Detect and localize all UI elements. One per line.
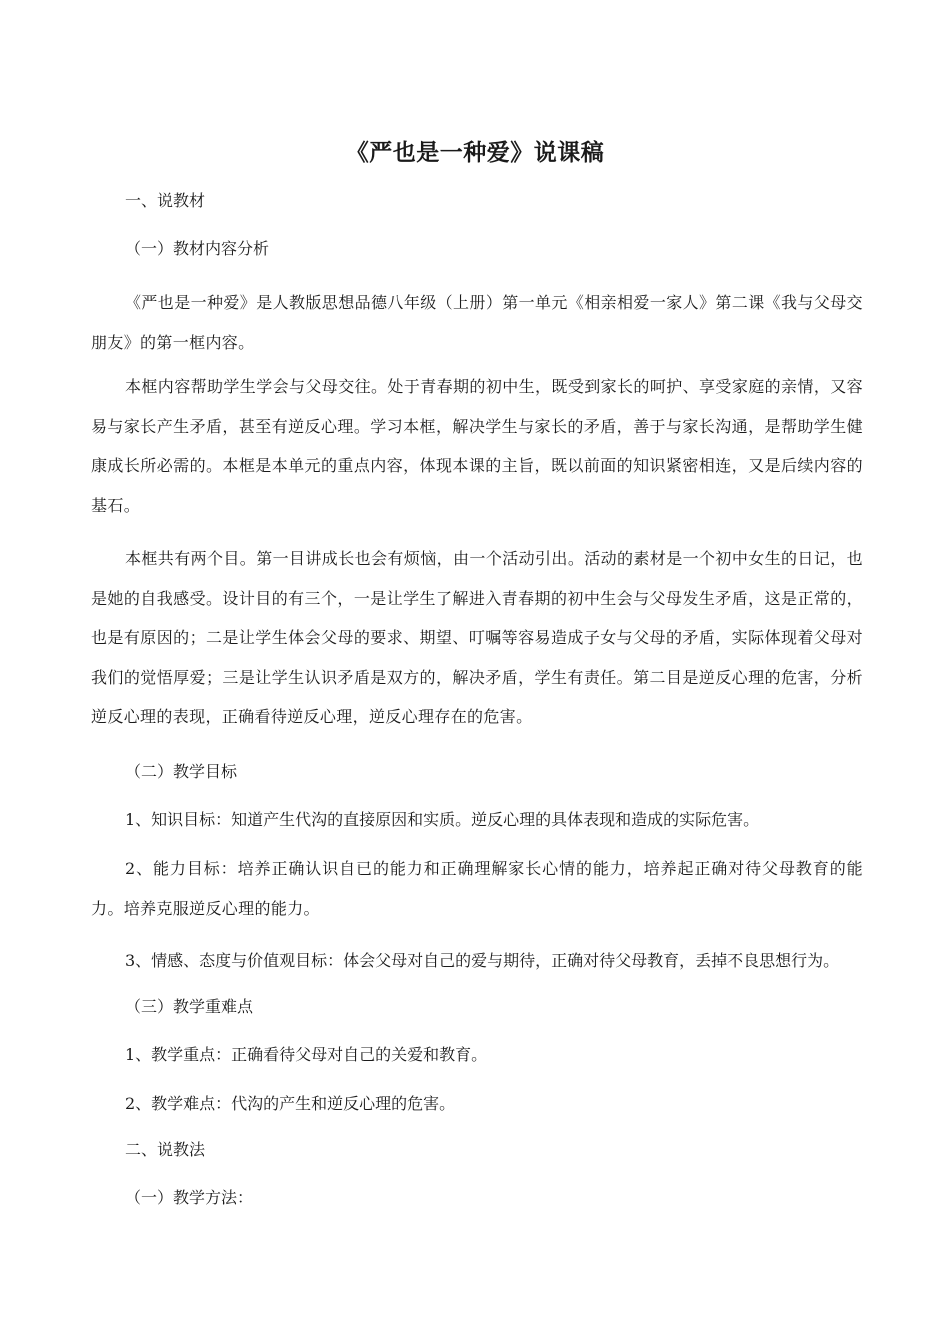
goal-knowledge: 1、知识目标：知道产生代沟的直接原因和实质。逆反心理的具体表现和造成的实际危害。	[125, 810, 760, 829]
paragraph-content-overview: 本框内容帮助学生学会与父母交往。处于青春期的初中生，既受到家长的呵护、享受家庭的亲情，又容易与家长产生矛盾，甚至有逆反心理。学习本框，解决学生与家长的矛盾，善于与家长沟通，是帮助学生健康成长所必需的。本框是本单元的重点内容，体现本课的主旨，既以前面的知识紧密相连，又是后续内容的基石。	[91, 377, 863, 515]
difficult-point: 2、教学难点：代沟的产生和逆反心理的危害。	[125, 1094, 456, 1113]
goal-ability: 2、能力目标：培养正确认识自已的能力和正确理解家长心情的能力，培养起正确对待父母教育的能力。培养克服逆反心理的能力。	[91, 859, 863, 918]
paragraph-structure: 本框共有两个目。第一目讲成长也会有烦恼，由一个活动引出。活动的素材是一个初中女生的日记，也是她的自我感受。设计目的有三个，一是让学生了解进入青春期的初中生会与父母发生矛盾，这是正常的，也是有原因的；二是让学生体会父母的要求、期望、叮嘱等容易造成子女与父母的矛盾，实际体现着父母对我们的觉悟厚爱；三是让学生认识矛盾是双方的，解决矛盾，学生有责任。第二目是逆反心理的危害，分析逆反心理的表现，正确看待逆反心理，逆反心理存在的危害。	[91, 549, 863, 726]
section-heading-teaching-material: 一、说教材	[125, 191, 206, 210]
subheading-content-analysis: （一）教材内容分析	[125, 239, 270, 258]
document-title: 《严也是一种爱》说课稿	[345, 139, 605, 166]
paragraph-intro: 《严也是一种爱》是人教版思想品德八年级（上册）第一单元《相亲相爱一家人》第二课《我与父母交朋友》的第一框内容。	[91, 293, 863, 352]
section-heading-teaching-methods: 二、说教法	[125, 1140, 206, 1159]
subheading-teaching-goals: （二）教学目标	[125, 762, 238, 781]
subheading-key-difficult-points: （三）教学重难点	[125, 997, 254, 1016]
key-point: 1、教学重点：正确看待父母对自己的关爱和教育。	[125, 1045, 488, 1064]
subheading-teaching-method: （一）教学方法：	[125, 1188, 254, 1207]
goal-emotion-values: 3、情感、态度与价值观目标：体会父母对自己的爱与期待，正确对待父母教育，丢掉不良思想行为。	[125, 951, 840, 970]
